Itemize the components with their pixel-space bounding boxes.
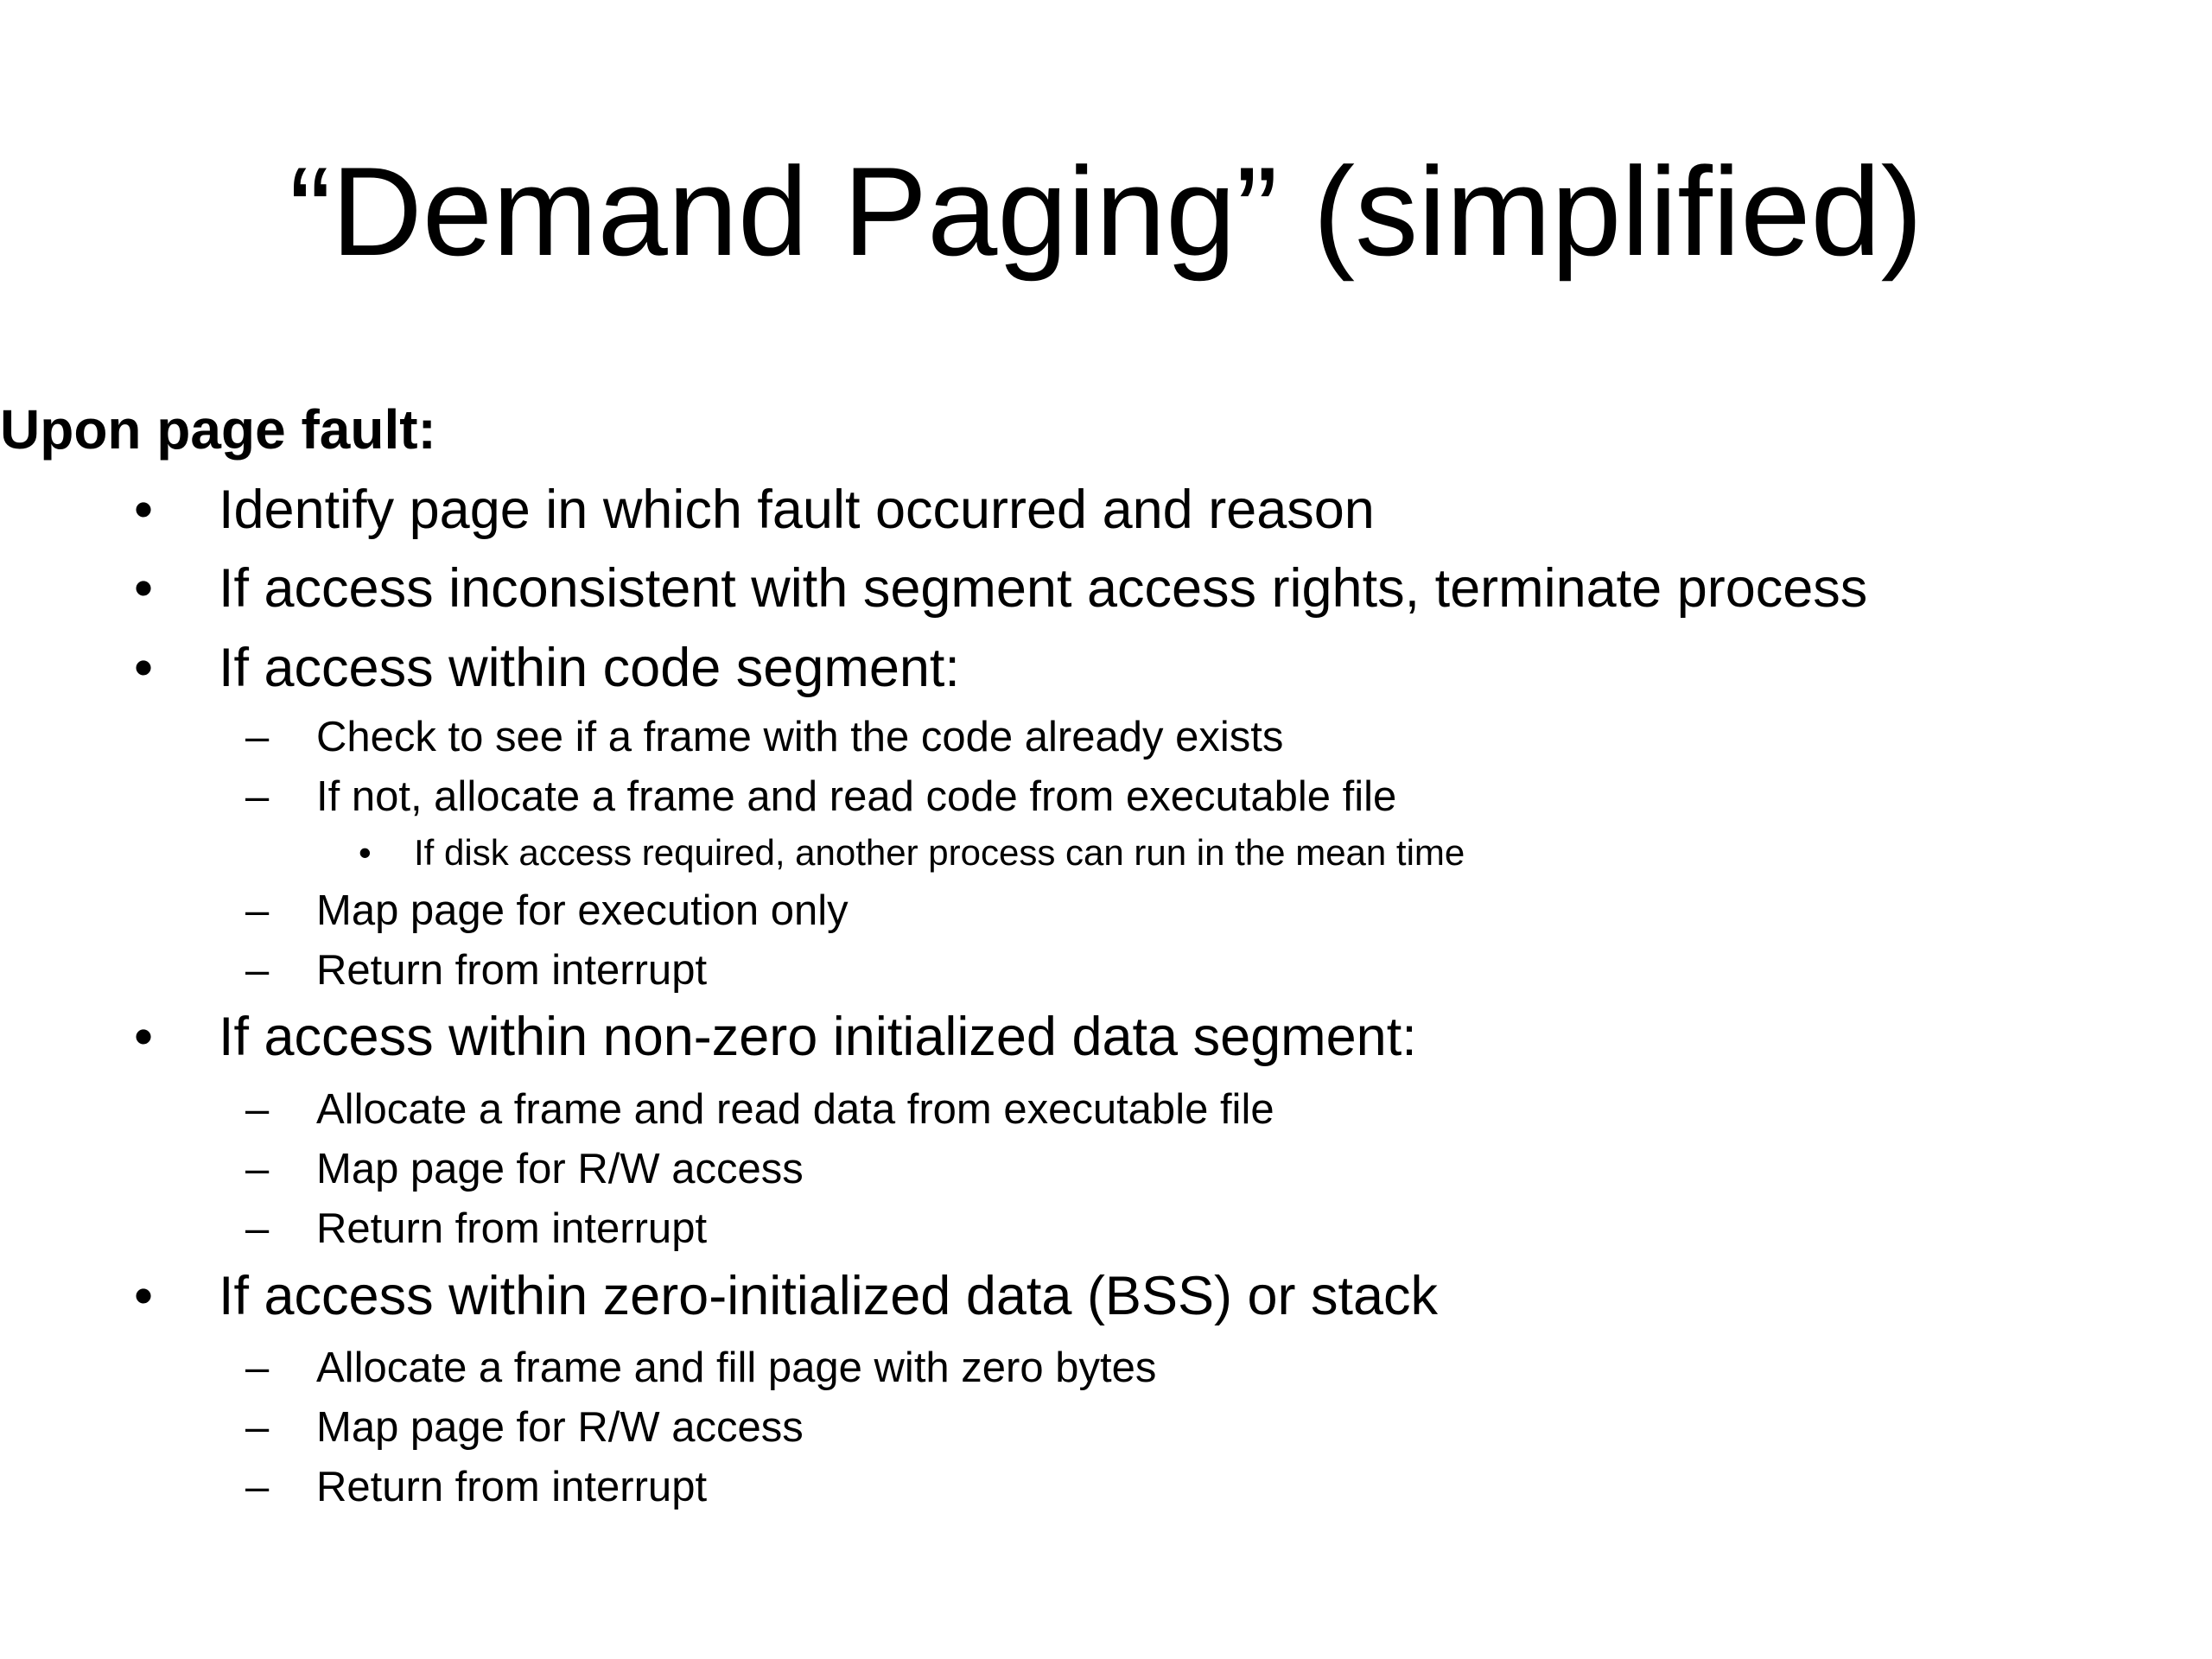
bullet-item: [0, 550, 2212, 627]
sub-bullet-item: [0, 766, 2212, 827]
dash-icon: –: [245, 887, 270, 934]
bullet-text: If access inconsistent with segment access rights, terminate process: [219, 558, 1868, 619]
sub-sub-bullet-text: If disk access required, another process can run in the mean time: [414, 832, 1465, 873]
bullet-icon: •: [134, 638, 154, 698]
sub-bullet-text: Map page for execution only: [316, 887, 849, 934]
sub-bullet-item: [0, 880, 2212, 941]
sub-bullet-text: Allocate a frame and read data from executable file: [316, 1086, 1274, 1133]
sub-bullet-item: [0, 1198, 2212, 1259]
bullet-icon: •: [134, 1007, 154, 1067]
dash-icon: –: [245, 773, 270, 820]
dash-icon: –: [245, 1205, 270, 1252]
bullet-icon: •: [134, 558, 154, 619]
bullet-text: If access within non-zero initialized data segment:: [219, 1007, 1417, 1067]
sub-bullet-text: If not, allocate a frame and read code from executable file: [316, 773, 1397, 820]
bullet-item: [0, 629, 2212, 707]
sub-bullet-item: [0, 1338, 2212, 1398]
bullet-icon: •: [134, 1266, 154, 1326]
sub-bullet-item: [0, 1079, 2212, 1140]
bullet-text: If access within code segment:: [219, 638, 960, 698]
dash-icon: –: [245, 1464, 270, 1510]
section-heading: Upon page fault:: [0, 398, 436, 461]
sub-bullet-text: Map page for R/W access: [316, 1146, 804, 1192]
sub-bullet-text: Allocate a frame and fill page with zero bytes: [316, 1344, 1157, 1391]
dash-icon: –: [245, 1146, 270, 1192]
sub-bullet-text: Return from interrupt: [316, 1205, 708, 1252]
dash-icon: –: [245, 947, 270, 994]
sub-bullet-text: Map page for R/W access: [316, 1404, 804, 1451]
sub-bullet-item: [0, 1397, 2212, 1458]
bullet-icon: •: [134, 480, 154, 540]
bullet-item: [0, 1257, 2212, 1335]
bullet-item: [0, 998, 2212, 1076]
dash-icon: –: [245, 714, 270, 760]
sub-bullet-text: Check to see if a frame with the code already exists: [316, 714, 1284, 760]
sub-bullet-item: [0, 707, 2212, 767]
dash-icon: –: [245, 1344, 270, 1391]
sub-sub-bullet-item: [0, 827, 2212, 879]
slide-title: “Demand Paging” (simplified): [289, 141, 1923, 282]
dash-icon: –: [245, 1086, 270, 1133]
sub-bullet-item: [0, 1457, 2212, 1517]
bullet-icon: •: [359, 832, 372, 873]
bullet-item: [0, 471, 2212, 549]
sub-bullet-item: [0, 940, 2212, 1001]
dash-icon: –: [245, 1404, 270, 1451]
sub-bullet-text: Return from interrupt: [316, 947, 708, 994]
bullet-text: Identify page in which fault occurred and reason: [219, 480, 1375, 540]
sub-bullet-item: [0, 1139, 2212, 1199]
sub-bullet-text: Return from interrupt: [316, 1464, 708, 1510]
bullet-text: If access within zero-initialized data (BSS) or stack: [219, 1266, 1439, 1326]
